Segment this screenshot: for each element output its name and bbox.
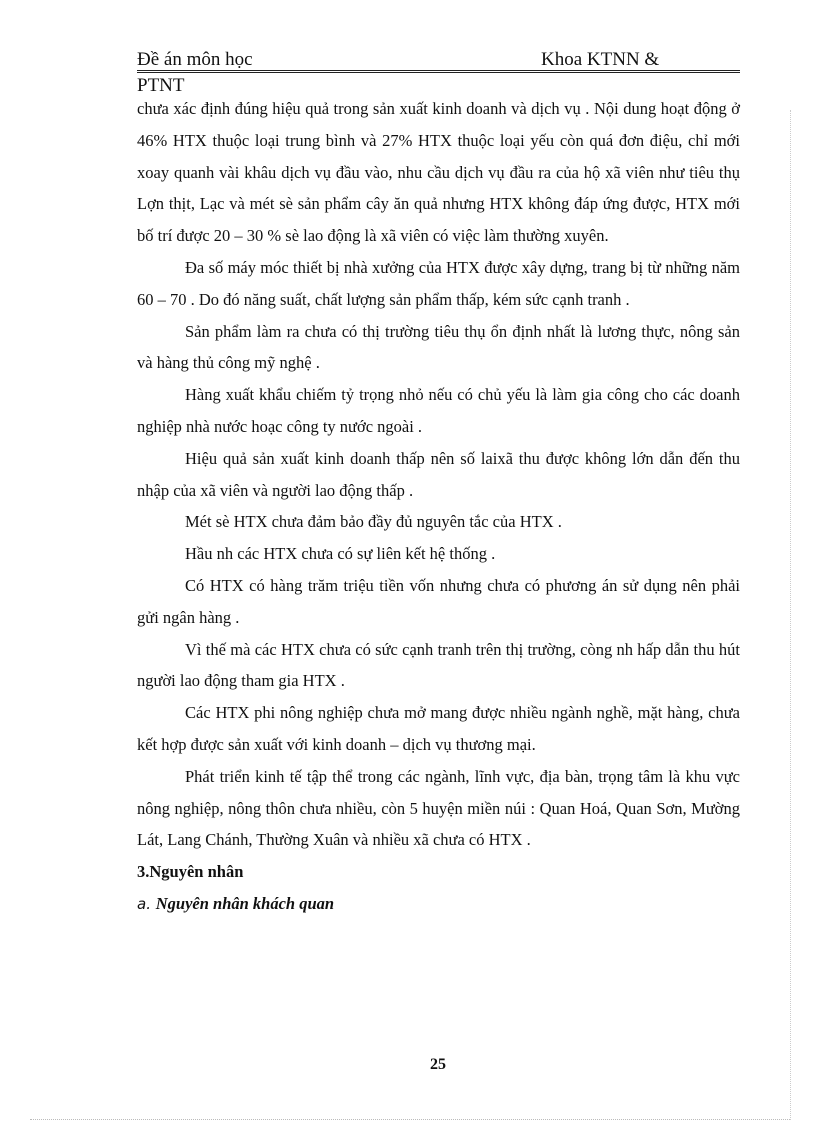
paragraph-4: Hàng xuất khẩu chiếm tỷ trọng nhỏ nếu có chủ yếu là làm gia công cho các doanh nghiệp nhà nước hoạc công ty nước ngoài . (137, 385, 740, 436)
paragraph-11: Phát triển kinh tế tập thể trong các ngành, lĩnh vực, địa bàn, trọng tâm là khu vực nông nghiệp, nông thôn chưa nhiều, còn 5 huyện miền núi : Quan Hoá, Quan Sơn, Mường Lát, Lang Chánh, Thường Xuân và nhiều xã chưa có HTX . (137, 766, 740, 850)
section-heading (137, 856, 740, 888)
header-rule-secondary (137, 72, 740, 73)
paragraph-3: Sản phẩm làm ra chưa có thị trường tiêu thụ ổn định nhất là lương thực, nông sản và hàng thủ công mỹ nghệ . (137, 321, 740, 373)
header-rule (137, 70, 740, 71)
page-edge-rule (790, 110, 791, 1120)
paragraph-2: Đa số máy móc thiết bị nhà xưởng của HTX được xây dựng, trang bị từ những năm 60 – 70 . Do đó năng suất, chất lượng sản phẩm thấp, kém sức cạnh tranh . (137, 257, 740, 309)
paragraph-8: Có HTX có hàng trăm triệu tiền vốn nhưng chưa có phương án sử dụng nên phải gửi ngân hàng . (137, 575, 740, 627)
paragraph-5: Hiệu quả sản xuất kinh doanh thấp nên số laixã thu được không lớn dẫn đến thu nhập của xã viên và người lao động thấp . (137, 448, 740, 500)
header-department: Khoa KTNN & (541, 49, 660, 70)
subsection-letter: a. (137, 894, 156, 913)
page-number: 25 (430, 1056, 446, 1073)
subsection-title: Nguyên nhân khách quan (155, 893, 335, 913)
page-header (137, 50, 740, 70)
section-title: Nguyên nhân (149, 862, 244, 882)
paragraph-9: Vì thế mà các HTX chưa có sức cạnh tranh trên thị trường, còng nh hấp dẫn thu hút người lao động tham gia HTX . (137, 639, 740, 691)
header-course-title: Đề án môn học (137, 49, 253, 70)
subsection-heading (137, 888, 740, 921)
document-body (137, 93, 740, 921)
paragraph-7: Hầu nh các HTX chưa có sự liên kết hệ thống . (185, 544, 496, 564)
page-bottom-rule (30, 1119, 790, 1120)
header-department-continued: PTNT (137, 75, 185, 96)
section-number: 3. (137, 862, 150, 882)
paragraph-6: Mét sè HTX chưa đảm bảo đầy đủ nguyên tắc của HTX . (185, 512, 562, 532)
paragraph-1: chưa xác định đúng hiệu quả trong sản xuất kinh doanh và dịch vụ . Nội dung hoạt động ở 46% HTX thuộc loại trung bình và 27% HTX thuộc loại yếu còn quá đơn điệu, chỉ mới xoay quanh vài khâu dịch vụ đầu vào, nhu cầu dịch vụ đầu ra của hộ xã viên như tiêu thụ Lợn thịt, Lạc và mét sè sản phẩm cây ăn quả nhưng HTX không đáp ứng được, HTX mới bố trí được 20 – 30 % sè lao động là xã viên có việc làm thường xuyên. (137, 99, 740, 246)
paragraph-10: Các HTX phi nông nghiệp chưa mở mang được nhiều ngành nghề, mặt hàng, chưa kết hợp được sản xuất với kinh doanh – dịch vụ thương mại. (137, 703, 740, 754)
